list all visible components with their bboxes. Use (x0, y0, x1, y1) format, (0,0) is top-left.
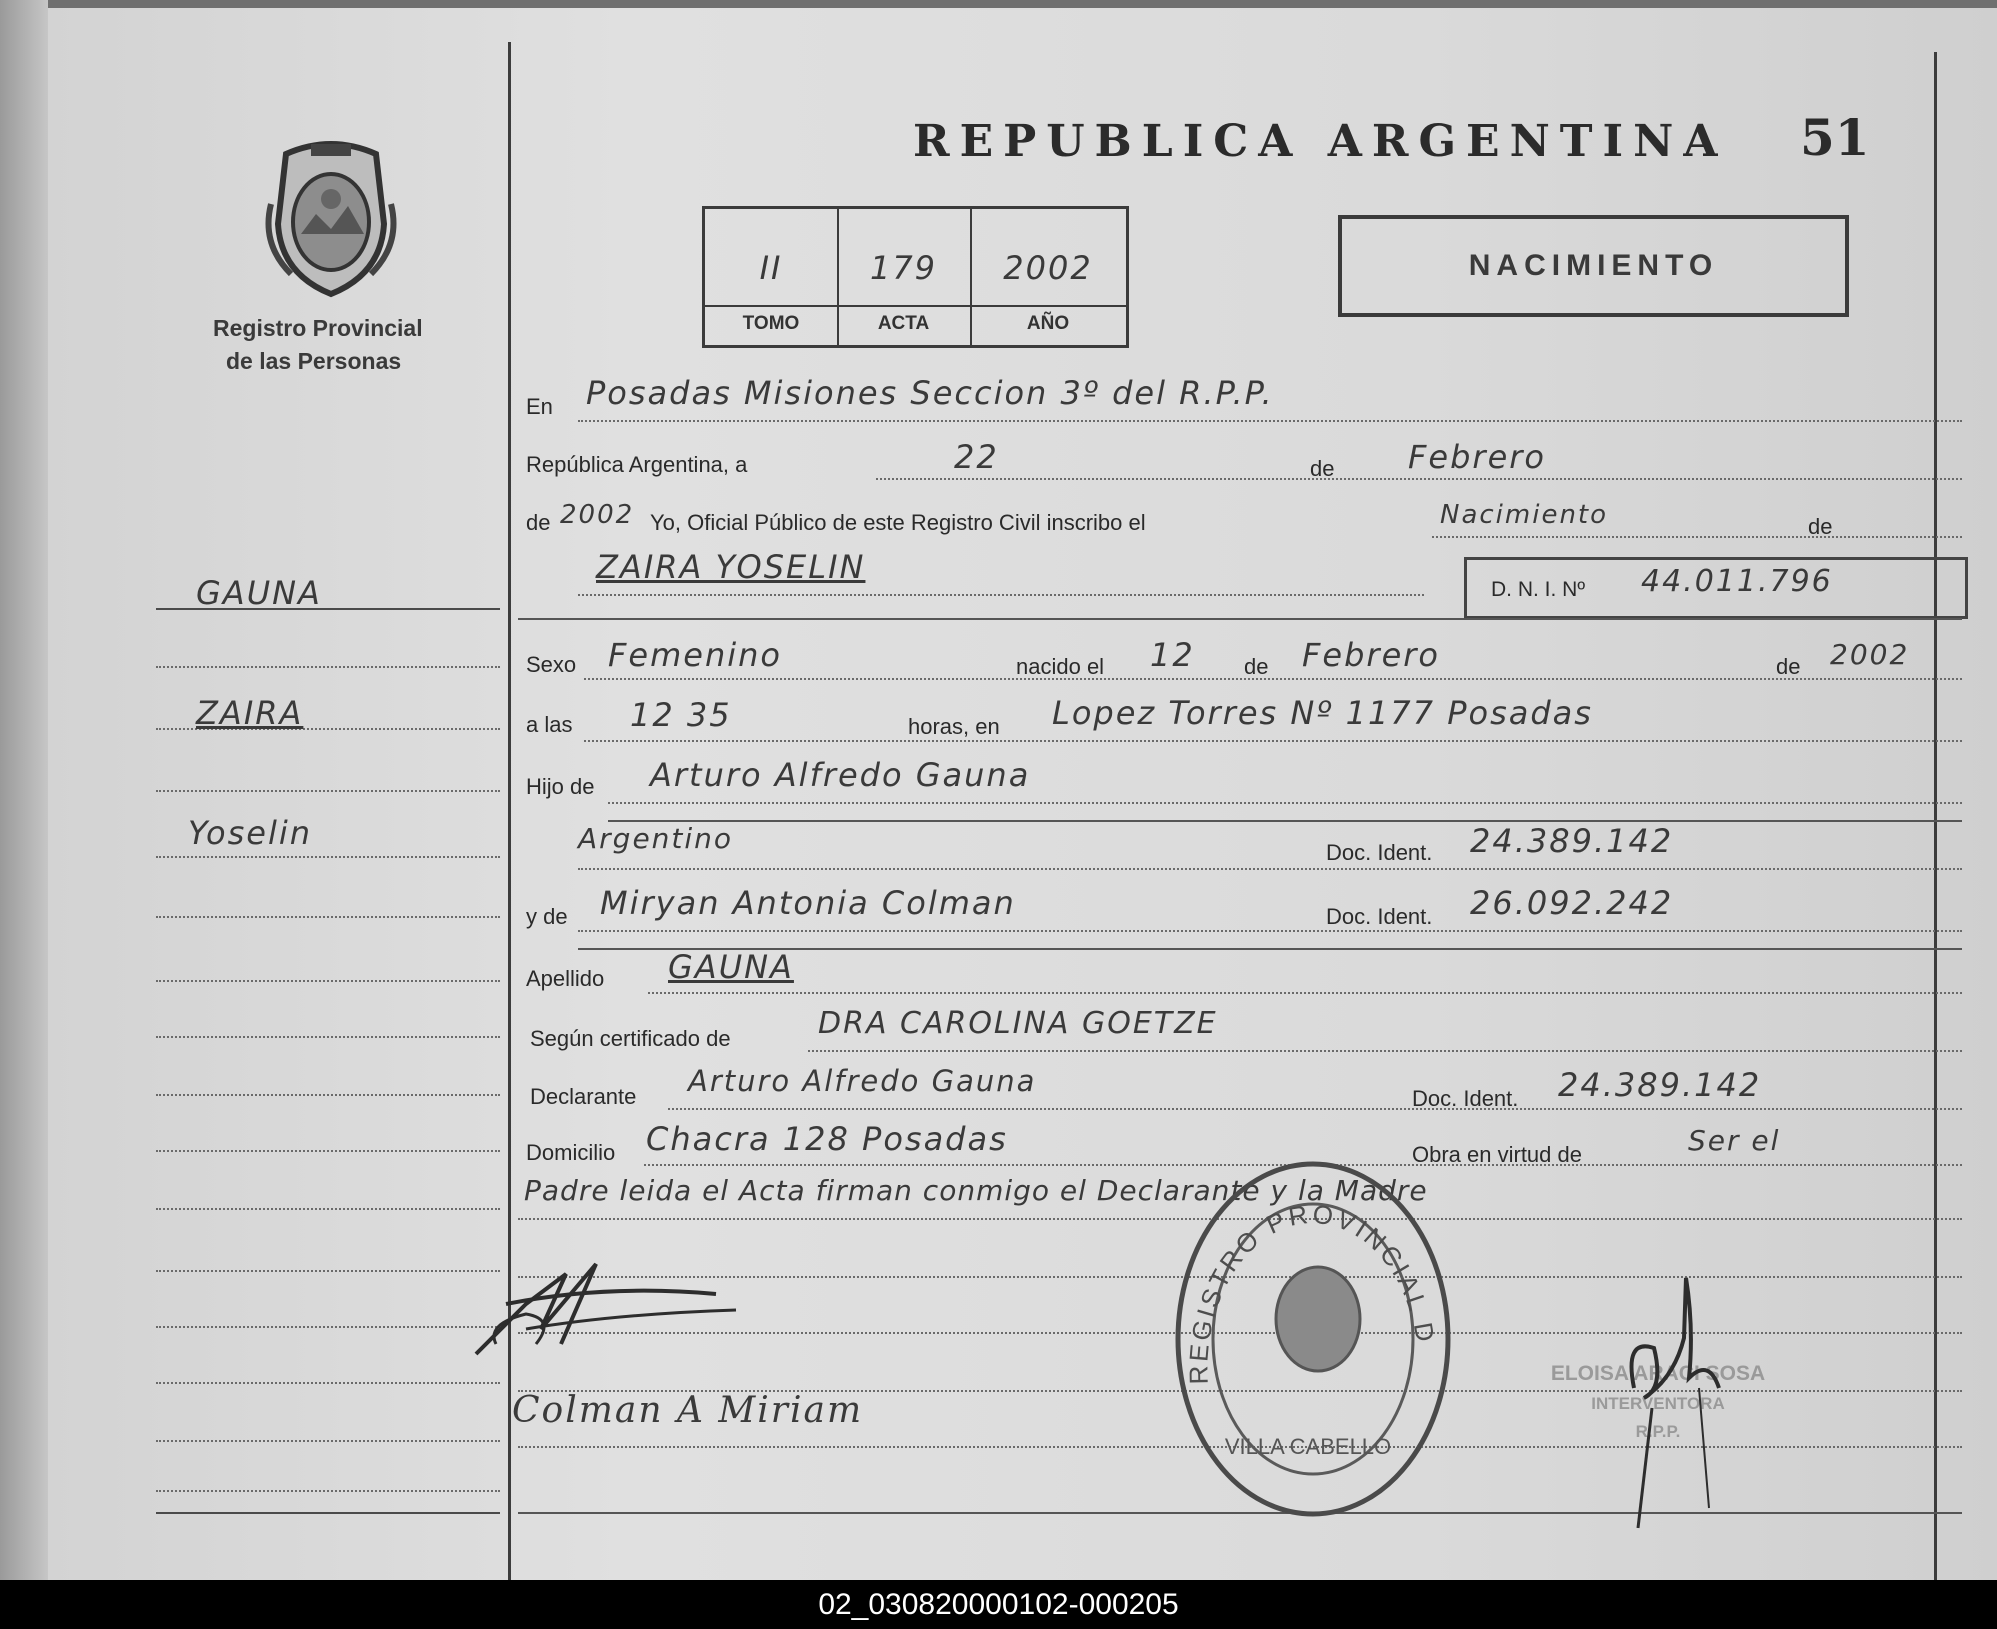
acta-cell (837, 209, 972, 345)
segun-label: Según certificado de (530, 1026, 731, 1051)
father-doc: 24.389.142 (1470, 822, 1674, 860)
domicilio-label: Domicilio (526, 1140, 616, 1165)
mother-value: Miryan Antonia Colman (600, 884, 1016, 922)
margin-first-name: ZAIRA (196, 694, 304, 732)
de4-label: de (1244, 654, 1269, 679)
a-las-label: a las (526, 712, 573, 737)
month-value: Febrero (1408, 438, 1546, 476)
birth-month: Febrero (1302, 636, 1440, 674)
margin-dotted-line (156, 1094, 500, 1096)
right-border-line (1934, 52, 1937, 1592)
apellido-line (648, 992, 1962, 994)
de2-label: de (526, 510, 551, 535)
date-line (876, 478, 1962, 480)
record-type-box (1338, 215, 1849, 317)
declarante-doc: 24.389.142 (1558, 1066, 1762, 1104)
person-rule (518, 618, 1962, 620)
registry-name-line2: de las Personas (226, 348, 402, 374)
margin-dotted-line (156, 790, 500, 792)
father-rule (608, 820, 1962, 822)
tomo-cell (705, 209, 839, 345)
margin-dotted-line (156, 1382, 500, 1384)
margin-dotted-line (156, 916, 500, 918)
y-de-label: y de (526, 904, 568, 929)
de-label: de (1310, 456, 1335, 481)
margin-dotted-line (156, 980, 500, 982)
apellido-value: GAUNA (668, 948, 794, 986)
doc-label: Doc. Ident. (1326, 840, 1433, 865)
anio-label: AÑO (970, 305, 1126, 335)
father-nationality: Argentino (578, 822, 734, 855)
father-value: Arturo Alfredo Gauna (650, 756, 1031, 794)
segun-line (808, 1050, 1962, 1052)
person-value: ZAIRA YOSELIN (596, 548, 866, 586)
person-line (578, 594, 1424, 596)
margin-dotted-line (156, 666, 500, 668)
margin-dotted-line (156, 856, 500, 858)
margin-dotted-line (156, 1326, 500, 1328)
tomo-label: TOMO (705, 305, 837, 335)
en-label: En (526, 394, 553, 419)
doc3-label: Doc. Ident. (1412, 1086, 1519, 1111)
hijo-label: Hijo de (526, 774, 595, 799)
domicilio-value: Chacra 128 Posadas (646, 1120, 1008, 1158)
time-line (584, 740, 1962, 742)
segun-value: DRA CAROLINA GOETZE (818, 1006, 1218, 1041)
father-line (608, 802, 1962, 804)
dni-box (1464, 557, 1968, 619)
official-title: INTERVENTORA (1591, 1394, 1725, 1413)
de5-label: de (1776, 654, 1801, 679)
margin-dotted-line (156, 1036, 500, 1038)
obra-label: Obra en virtud de (1412, 1142, 1582, 1167)
anio-cell (970, 209, 1126, 345)
seal-outer-text: REGISTRO PROVINCIAL D (1183, 1198, 1442, 1385)
margin-second-name: Yoselin (188, 814, 313, 852)
anio-value: 2002 (1003, 249, 1093, 287)
declarante-value: Arturo Alfredo Gauna (688, 1064, 1037, 1098)
folio-number: 51 (1800, 108, 1870, 167)
margin-dotted-line (156, 1208, 500, 1210)
declarant-signature (466, 1234, 776, 1379)
margin-dotted-line (156, 1150, 500, 1152)
mother-line (578, 930, 1962, 932)
mother-doc: 26.092.242 (1470, 884, 1674, 922)
en-value: Posadas Misiones Seccion 3º del R.P.P. (586, 374, 1274, 412)
declarante-line (668, 1108, 1962, 1110)
birth-year: 2002 (1830, 638, 1910, 671)
coat-of-arms-icon (256, 134, 406, 304)
en-line (578, 420, 1962, 422)
act-value: Nacimiento (1440, 500, 1609, 530)
record-type-label: NACIMIENTO (1468, 249, 1719, 282)
margin-dotted-line (156, 1270, 500, 1272)
time-value: 12 35 (630, 696, 732, 734)
margin-surname: GAUNA (196, 574, 322, 612)
dni-value: 44.011.796 (1641, 564, 1833, 599)
register-page (48, 8, 1997, 1580)
registry-name-line1: Registro Provincial (213, 315, 423, 341)
doc2-label: Doc. Ident. (1326, 904, 1433, 929)
sexo-value: Femenino (608, 636, 782, 674)
republica-label: República Argentina, a (526, 452, 748, 477)
footer-code: 02_030820000102-000205 (0, 1580, 1997, 1629)
nacido-label: nacido el (1016, 654, 1105, 679)
page-binding-edge (0, 0, 48, 1580)
sexo-line (584, 678, 1962, 680)
sexo-label: Sexo (526, 652, 577, 677)
apellido-label: Apellido (526, 966, 605, 991)
year-value: 2002 (560, 500, 635, 530)
birth-day: 12 (1150, 636, 1195, 674)
margin-rule (156, 1512, 500, 1514)
official-signature (1614, 1238, 1764, 1543)
margin-dotted-line (156, 1490, 500, 1492)
seal-inner-text: VILLA CABELLO (1224, 1434, 1392, 1459)
reference-box (702, 206, 1129, 348)
official-seal (1168, 1154, 1458, 1529)
de3-label: de (1808, 514, 1833, 539)
dni-label: D. N. I. Nº (1491, 578, 1586, 601)
place-value: Lopez Torres Nº 1177 Posadas (1052, 694, 1593, 732)
closing-note: Padre leida el Acta firman conmigo el Declarante y la Madre (524, 1174, 1428, 1207)
yo-text: Yo, Oficial Público de este Registro Civil inscribo el (650, 510, 1146, 535)
acta-value: 179 (869, 249, 938, 287)
horas-label: horas, en (908, 714, 1000, 739)
tomo-value: II (759, 249, 783, 287)
acta-label: ACTA (837, 305, 970, 335)
official-name: ELOISA ARACI SOSA (1550, 1362, 1766, 1385)
father-doc-line (578, 868, 1962, 870)
mother-signature: Colman A Miriam (512, 1390, 864, 1431)
day-value: 22 (954, 438, 999, 476)
declarante-label: Declarante (530, 1084, 637, 1109)
act-line (1432, 536, 1962, 538)
margin-dotted-line (156, 1440, 500, 1442)
official-unit: R.P.P. (1635, 1422, 1681, 1441)
obra-value: Ser el (1688, 1124, 1781, 1157)
page-title: REPUBLICA ARGENTINA (913, 116, 1728, 167)
